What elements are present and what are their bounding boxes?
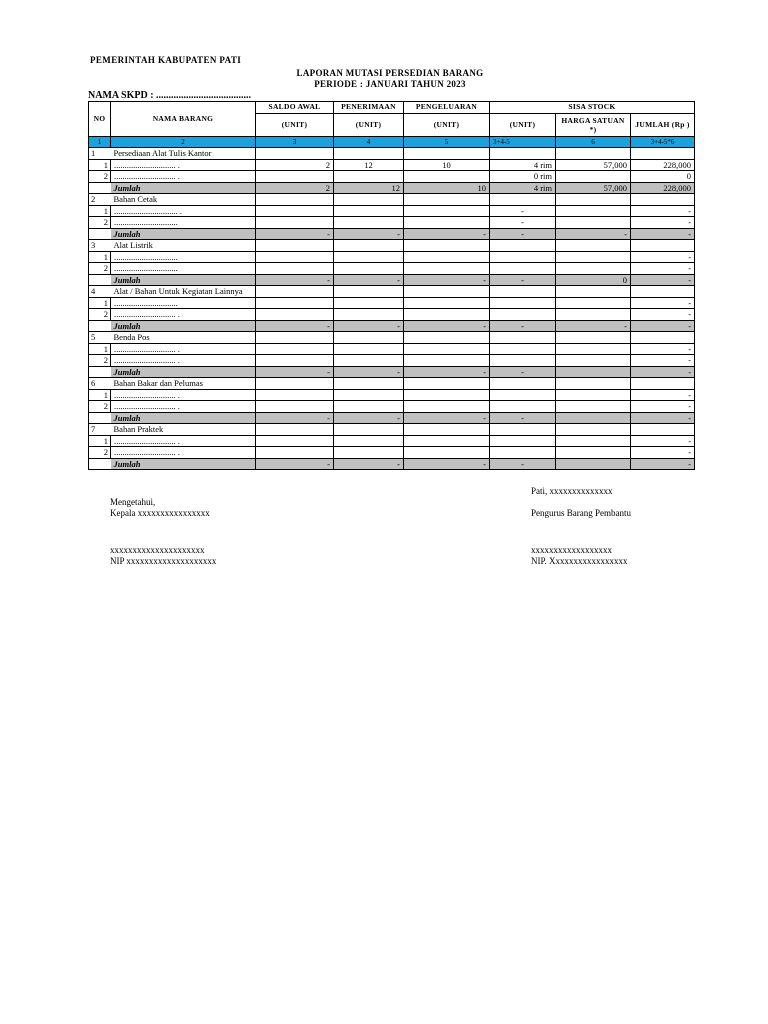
subtotal-penerimaan: 12 — [334, 182, 404, 194]
left-signer-role: Kepala xxxxxxxxxxxxxxxx — [110, 508, 210, 518]
penerimaan-cell — [334, 263, 404, 275]
item-number: 2 — [89, 447, 111, 459]
empty-cell — [334, 194, 404, 206]
group-number: 4 — [89, 286, 111, 298]
harga-satuan-cell — [556, 343, 631, 355]
sisa-unit-cell — [490, 435, 556, 447]
subtotal-spacer — [89, 366, 111, 378]
empty-cell — [631, 240, 695, 252]
table-row — [89, 205, 695, 217]
penerimaan-cell — [334, 447, 404, 459]
empty-cell — [556, 194, 631, 206]
penerimaan-cell — [334, 401, 404, 413]
empty-cell — [404, 286, 490, 298]
col-sisa-stock: SISA STOCK — [490, 102, 695, 114]
group-number: 1 — [89, 148, 111, 160]
subtotal-spacer — [89, 320, 111, 332]
harga-satuan-cell — [556, 435, 631, 447]
subtotal-harga: - — [556, 320, 631, 332]
empty-cell — [256, 148, 334, 160]
jumlah-cell: - — [631, 435, 695, 447]
subtotal-row — [89, 182, 695, 194]
item-number: 2 — [89, 263, 111, 275]
item-number: 2 — [89, 171, 111, 183]
table-row — [89, 263, 695, 275]
empty-cell — [556, 378, 631, 390]
harga-satuan-cell — [556, 297, 631, 309]
item-number: 1 — [89, 389, 111, 401]
group-row — [89, 424, 695, 436]
empty-cell — [404, 240, 490, 252]
subtotal-pengeluaran: - — [404, 366, 490, 378]
skpd-name: NAMA SKPD : ...................................... — [88, 90, 252, 101]
jumlah-cell: - — [631, 401, 695, 413]
harga-satuan-cell — [556, 217, 631, 229]
subtotal-saldo: - — [256, 228, 334, 240]
mutation-table — [88, 101, 695, 470]
org-name: PEMERINTAH KABUPATEN PATI — [90, 55, 242, 65]
subtotal-spacer — [89, 228, 111, 240]
subtotal-saldo: - — [256, 366, 334, 378]
subtotal-harga: 0 — [556, 274, 631, 286]
pengeluaran-cell — [404, 435, 490, 447]
harga-satuan-cell — [556, 355, 631, 367]
group-row — [89, 286, 695, 298]
empty-cell — [404, 424, 490, 436]
empty-cell — [404, 378, 490, 390]
subtotal-harga — [556, 366, 631, 378]
subtotal-row — [89, 458, 695, 470]
subtotal-harga — [556, 412, 631, 424]
empty-cell — [256, 240, 334, 252]
jumlah-cell: - — [631, 205, 695, 217]
col-number: 4 — [334, 136, 404, 148]
col-number: 3+4-5*6 — [631, 136, 695, 148]
table-row — [89, 355, 695, 367]
left-signer-title: Mengetahui, — [110, 497, 156, 507]
empty-cell — [256, 286, 334, 298]
saldo-awal-cell — [256, 447, 334, 459]
left-signer-name: xxxxxxxxxxxxxxxxxxxxx — [110, 545, 205, 555]
item-name: ............................. . — [111, 343, 256, 355]
subtotal-saldo: - — [256, 320, 334, 332]
column-number-row — [89, 136, 695, 148]
empty-cell — [490, 332, 556, 344]
col-penerimaan-unit: (UNIT) — [334, 113, 404, 136]
subtotal-saldo: 2 — [256, 182, 334, 194]
col-saldo-awal: SALDO AWAL — [256, 102, 334, 114]
subtotal-label: Jumlah — [111, 412, 256, 424]
penerimaan-cell — [334, 309, 404, 321]
group-name: Benda Pos — [111, 332, 256, 344]
item-name: .............................. — [111, 263, 256, 275]
saldo-awal-cell — [256, 389, 334, 401]
harga-satuan-cell: 57,000 — [556, 159, 631, 171]
left-signer-nip: NIP xxxxxxxxxxxxxxxxxxxx — [110, 556, 217, 566]
harga-satuan-cell — [556, 171, 631, 183]
harga-satuan-cell — [556, 205, 631, 217]
item-name: ............................. . — [111, 355, 256, 367]
harga-satuan-cell — [556, 401, 631, 413]
group-number: 3 — [89, 240, 111, 252]
pengeluaran-cell — [404, 171, 490, 183]
empty-cell — [556, 148, 631, 160]
report-title: LAPORAN MUTASI PERSEDIAN BARANG — [296, 68, 484, 78]
sisa-unit-cell — [490, 343, 556, 355]
item-name: ............................. . — [111, 309, 256, 321]
empty-cell — [490, 194, 556, 206]
subtotal-penerimaan: - — [334, 412, 404, 424]
empty-cell — [490, 424, 556, 436]
table-row — [89, 171, 695, 183]
group-name: Bahan Bakar dan Pelumas — [111, 378, 256, 390]
empty-cell — [256, 194, 334, 206]
empty-cell — [404, 332, 490, 344]
table-row — [89, 343, 695, 355]
sisa-unit-cell — [490, 355, 556, 367]
group-row — [89, 332, 695, 344]
table-row — [89, 217, 695, 229]
empty-cell — [256, 332, 334, 344]
subtotal-sisa: - — [490, 320, 556, 332]
saldo-awal-cell — [256, 297, 334, 309]
subtotal-sisa: 4 rim — [490, 182, 556, 194]
subtotal-harga: - — [556, 228, 631, 240]
subtotal-label: Jumlah — [111, 366, 256, 378]
group-number: 5 — [89, 332, 111, 344]
saldo-awal-cell — [256, 343, 334, 355]
col-pengeluaran-unit: (UNIT) — [404, 113, 490, 136]
harga-satuan-cell — [556, 389, 631, 401]
empty-cell — [556, 332, 631, 344]
pengeluaran-cell — [404, 297, 490, 309]
empty-cell — [631, 148, 695, 160]
pengeluaran-cell — [404, 343, 490, 355]
item-name: ............................. . — [111, 171, 256, 183]
col-no: NO — [89, 102, 111, 137]
subtotal-spacer — [89, 182, 111, 194]
sisa-unit-cell — [490, 251, 556, 263]
item-number: 1 — [89, 205, 111, 217]
item-name: ............................. . — [111, 447, 256, 459]
pengeluaran-cell — [404, 355, 490, 367]
jumlah-cell: - — [631, 263, 695, 275]
subtotal-jumlah: - — [631, 412, 695, 424]
empty-cell — [334, 148, 404, 160]
table-row — [89, 297, 695, 309]
subtotal-sisa: - — [490, 228, 556, 240]
subtotal-sisa: - — [490, 274, 556, 286]
subtotal-pengeluaran: 10 — [404, 182, 490, 194]
right-signer-nip: NIP. Xxxxxxxxxxxxxxxxx — [531, 556, 628, 566]
col-number: 5 — [404, 136, 490, 148]
sisa-unit-cell — [490, 447, 556, 459]
subtotal-pengeluaran: - — [404, 274, 490, 286]
item-number: 1 — [89, 343, 111, 355]
subtotal-row — [89, 320, 695, 332]
sisa-unit-cell — [490, 297, 556, 309]
jumlah-cell: 228,000 — [631, 159, 695, 171]
subtotal-harga — [556, 458, 631, 470]
empty-cell — [334, 424, 404, 436]
pengeluaran-cell: 10 — [404, 159, 490, 171]
group-name: Alat / Bahan Untuk Kegiatan Lainnya — [111, 286, 256, 298]
empty-cell — [556, 424, 631, 436]
sisa-unit-cell — [490, 401, 556, 413]
subtotal-pengeluaran: - — [404, 412, 490, 424]
harga-satuan-cell — [556, 309, 631, 321]
subtotal-spacer — [89, 458, 111, 470]
harga-satuan-cell — [556, 263, 631, 275]
table-row — [89, 159, 695, 171]
penerimaan-cell — [334, 205, 404, 217]
subtotal-row — [89, 412, 695, 424]
empty-cell — [334, 286, 404, 298]
pengeluaran-cell — [404, 401, 490, 413]
subtotal-jumlah: - — [631, 366, 695, 378]
item-name: ............................. . — [111, 389, 256, 401]
subtotal-label: Jumlah — [111, 228, 256, 240]
saldo-awal-cell: 2 — [256, 159, 334, 171]
jumlah-cell: 0 — [631, 171, 695, 183]
item-name: .............................. — [111, 251, 256, 263]
subtotal-penerimaan: - — [334, 366, 404, 378]
item-name: .............................. — [111, 297, 256, 309]
subtotal-spacer — [89, 274, 111, 286]
empty-cell — [631, 378, 695, 390]
col-number: 2 — [111, 136, 256, 148]
saldo-awal-cell — [256, 205, 334, 217]
item-number: 2 — [89, 217, 111, 229]
group-row — [89, 148, 695, 160]
col-nama-barang: NAMA BARANG — [111, 102, 256, 137]
table-row — [89, 435, 695, 447]
subtotal-penerimaan: - — [334, 320, 404, 332]
place-date: Pati, xxxxxxxxxxxxxx — [531, 486, 613, 496]
empty-cell — [404, 194, 490, 206]
group-name: Persediaan Alat Tulis Kantor — [111, 148, 256, 160]
group-row — [89, 378, 695, 390]
empty-cell — [631, 194, 695, 206]
item-name: ............................. . — [111, 159, 256, 171]
pengeluaran-cell — [404, 309, 490, 321]
pengeluaran-cell — [404, 205, 490, 217]
col-number: 3+4-5 — [490, 136, 556, 148]
jumlah-cell: - — [631, 217, 695, 229]
item-number: 2 — [89, 401, 111, 413]
group-name: Bahan Praktek — [111, 424, 256, 436]
subtotal-jumlah: - — [631, 458, 695, 470]
penerimaan-cell — [334, 171, 404, 183]
table-row — [89, 309, 695, 321]
empty-cell — [631, 286, 695, 298]
col-pengeluaran: PENGELUARAN — [404, 102, 490, 114]
report-period: PERIODE : JANUARI TAHUN 2023 — [314, 79, 466, 89]
col-sisa-unit: (UNIT) — [490, 113, 556, 136]
subtotal-jumlah: 228,000 — [631, 182, 695, 194]
subtotal-saldo: - — [256, 274, 334, 286]
table-row — [89, 401, 695, 413]
empty-cell — [556, 240, 631, 252]
sisa-unit-cell — [490, 389, 556, 401]
saldo-awal-cell — [256, 309, 334, 321]
harga-satuan-cell — [556, 251, 631, 263]
col-number: 3 — [256, 136, 334, 148]
sisa-unit-cell — [490, 263, 556, 275]
subtotal-sisa: - — [490, 458, 556, 470]
pengeluaran-cell — [404, 389, 490, 401]
empty-cell — [556, 286, 631, 298]
jumlah-cell: - — [631, 447, 695, 459]
sisa-unit-cell — [490, 309, 556, 321]
empty-cell — [334, 332, 404, 344]
subtotal-row — [89, 274, 695, 286]
group-row — [89, 240, 695, 252]
saldo-awal-cell — [256, 435, 334, 447]
subtotal-penerimaan: - — [334, 458, 404, 470]
subtotal-penerimaan: - — [334, 274, 404, 286]
item-number: 1 — [89, 297, 111, 309]
empty-cell — [490, 286, 556, 298]
subtotal-row — [89, 228, 695, 240]
penerimaan-cell — [334, 389, 404, 401]
col-number: 6 — [556, 136, 631, 148]
jumlah-cell: - — [631, 309, 695, 321]
subtotal-harga: 57,000 — [556, 182, 631, 194]
col-saldo-unit: (UNIT) — [256, 113, 334, 136]
pengeluaran-cell — [404, 251, 490, 263]
subtotal-label: Jumlah — [111, 274, 256, 286]
group-number: 2 — [89, 194, 111, 206]
item-name: ............................. . — [111, 401, 256, 413]
empty-cell — [490, 148, 556, 160]
sisa-unit-cell: 0 rim — [490, 171, 556, 183]
group-number: 6 — [89, 378, 111, 390]
subtotal-pengeluaran: - — [404, 458, 490, 470]
empty-cell — [334, 240, 404, 252]
item-name: .............................. . — [111, 205, 256, 217]
subtotal-jumlah: - — [631, 228, 695, 240]
penerimaan-cell — [334, 343, 404, 355]
subtotal-saldo: - — [256, 412, 334, 424]
table-row — [89, 251, 695, 263]
subtotal-jumlah: - — [631, 274, 695, 286]
table-body — [89, 148, 695, 470]
saldo-awal-cell — [256, 263, 334, 275]
col-penerimaan: PENERIMAAN — [334, 102, 404, 114]
pengeluaran-cell — [404, 263, 490, 275]
subtotal-sisa: - — [490, 366, 556, 378]
group-row — [89, 194, 695, 206]
subtotal-jumlah: - — [631, 320, 695, 332]
penerimaan-cell — [334, 297, 404, 309]
jumlah-cell: - — [631, 297, 695, 309]
item-name: ............................. . — [111, 435, 256, 447]
penerimaan-cell — [334, 435, 404, 447]
saldo-awal-cell — [256, 251, 334, 263]
item-number: 1 — [89, 251, 111, 263]
harga-satuan-cell — [556, 447, 631, 459]
subtotal-pengeluaran: - — [404, 320, 490, 332]
subtotal-label: Jumlah — [111, 320, 256, 332]
penerimaan-cell — [334, 355, 404, 367]
saldo-awal-cell — [256, 401, 334, 413]
empty-cell — [404, 148, 490, 160]
group-name: Alat Listrik — [111, 240, 256, 252]
saldo-awal-cell — [256, 217, 334, 229]
empty-cell — [490, 240, 556, 252]
jumlah-cell: - — [631, 343, 695, 355]
empty-cell — [631, 424, 695, 436]
subtotal-sisa: - — [490, 412, 556, 424]
penerimaan-cell — [334, 217, 404, 229]
sisa-unit-cell: - — [490, 217, 556, 229]
col-harga-satuan: HARGA SATUAN *) — [556, 113, 631, 136]
saldo-awal-cell — [256, 355, 334, 367]
table-row — [89, 447, 695, 459]
item-number: 1 — [89, 435, 111, 447]
jumlah-cell: - — [631, 355, 695, 367]
subtotal-label: Jumlah — [111, 458, 256, 470]
empty-cell — [334, 378, 404, 390]
header-row-1 — [89, 102, 695, 114]
pengeluaran-cell — [404, 217, 490, 229]
saldo-awal-cell — [256, 171, 334, 183]
empty-cell — [256, 424, 334, 436]
group-name: Bahan Cetak — [111, 194, 256, 206]
penerimaan-cell — [334, 251, 404, 263]
subtotal-pengeluaran: - — [404, 228, 490, 240]
jumlah-cell: - — [631, 251, 695, 263]
item-number: 2 — [89, 309, 111, 321]
table-row — [89, 389, 695, 401]
subtotal-spacer — [89, 412, 111, 424]
col-jumlah: JUMLAH (Rp ) — [631, 113, 695, 136]
right-signer-name: xxxxxxxxxxxxxxxxxx — [531, 545, 612, 555]
right-signer-role: Pengurus Barang Pembantu — [531, 508, 631, 518]
item-name: .............................. — [111, 217, 256, 229]
empty-cell — [256, 378, 334, 390]
empty-cell — [490, 378, 556, 390]
sisa-unit-cell: 4 rim — [490, 159, 556, 171]
subtotal-label: Jumlah — [111, 182, 256, 194]
pengeluaran-cell — [404, 447, 490, 459]
penerimaan-cell: 12 — [334, 159, 404, 171]
item-number: 1 — [89, 159, 111, 171]
sisa-unit-cell: - — [490, 205, 556, 217]
item-number: 2 — [89, 355, 111, 367]
empty-cell — [631, 332, 695, 344]
group-number: 7 — [89, 424, 111, 436]
jumlah-cell: - — [631, 389, 695, 401]
col-number: 1 — [89, 136, 111, 148]
subtotal-row — [89, 366, 695, 378]
subtotal-saldo: - — [256, 458, 334, 470]
subtotal-penerimaan: - — [334, 228, 404, 240]
